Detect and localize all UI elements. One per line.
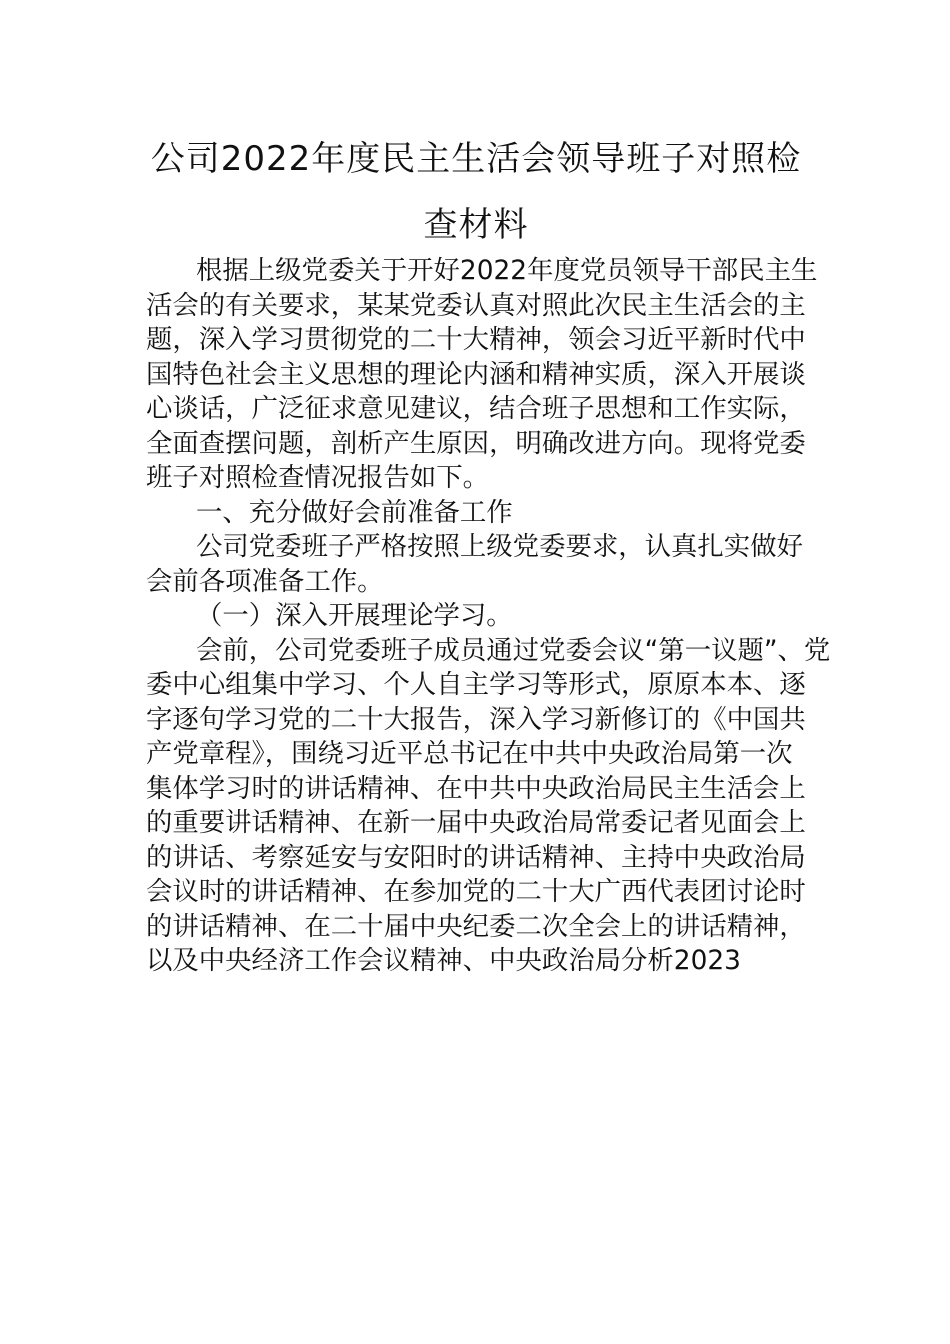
- subsection-heading: （一）深入开展理论学习。: [196, 600, 513, 631]
- paragraph-intro-line: 心谈话，广泛征求意见建议，结合班子思想和工作实际，: [146, 393, 806, 424]
- paragraph-study-line: 的重要讲话精神、在新一届中央政治局常委记者见面会上: [146, 807, 806, 838]
- paragraph-intro-line: 国特色社会主义思想的理论内涵和精神实质，深入开展谈: [146, 358, 806, 390]
- paragraph-intro-line: 根据上级党委关于开好2022年度党员领导干部民主生: [196, 255, 818, 286]
- paragraph-study-line: 以及中央经济工作会议精神、中央政治局分析2023: [146, 945, 741, 976]
- paragraph-study-line: 会议时的讲话精神、在参加党的二十大广西代表团讨论时: [146, 876, 806, 907]
- paragraph-study-line: 的讲话精神、在二十届中央纪委二次全会上的讲话精神，: [146, 910, 806, 942]
- title-line: 公司2022年度民主生活会领导班子对照检: [150, 139, 802, 179]
- paragraph-study-line: 字逐句学习党的二十大报告，深入学习新修订的《中国共: [146, 703, 806, 735]
- paragraph-study-line: 委中心组集中学习、个人自主学习等形式，原原本本、逐: [146, 669, 806, 700]
- title-line: 查材料: [423, 205, 529, 245]
- paragraph-study-line: 产党章程》，围绕习近平总书记在中共中央政治局第一次: [146, 738, 793, 769]
- paragraph-prep-line: 会前各项准备工作。: [146, 565, 384, 597]
- paragraph-study-line: 集体学习时的讲话精神、在中共中央政治局民主生活会上: [146, 772, 806, 804]
- paragraph-intro-line: 活会的有关要求，某某党委认真对照此次民主生活会的主: [146, 289, 806, 321]
- paragraph-intro-line: 班子对照检查情况报告如下。: [146, 462, 490, 493]
- paragraph-prep-line: 公司党委班子严格按照上级党委要求，认真扎实做好: [196, 531, 803, 562]
- paragraph-study-line: 会前，公司党委班子成员通过党委会议“第一议题”、党: [196, 634, 831, 666]
- paragraph-intro-line: 全面查摆问题，剖析产生原因，明确改进方向。现将党委: [146, 427, 806, 459]
- paragraph-intro-line: 题，深入学习贯彻党的二十大精神，领会习近平新时代中: [146, 324, 806, 355]
- paragraph-study-line: 的讲话、考察延安与安阳时的讲话精神、主持中央政治局: [146, 841, 806, 873]
- document-body: [146, 254, 831, 979]
- section-heading: 一、充分做好会前准备工作: [196, 496, 513, 528]
- document-title: [146, 126, 806, 258]
